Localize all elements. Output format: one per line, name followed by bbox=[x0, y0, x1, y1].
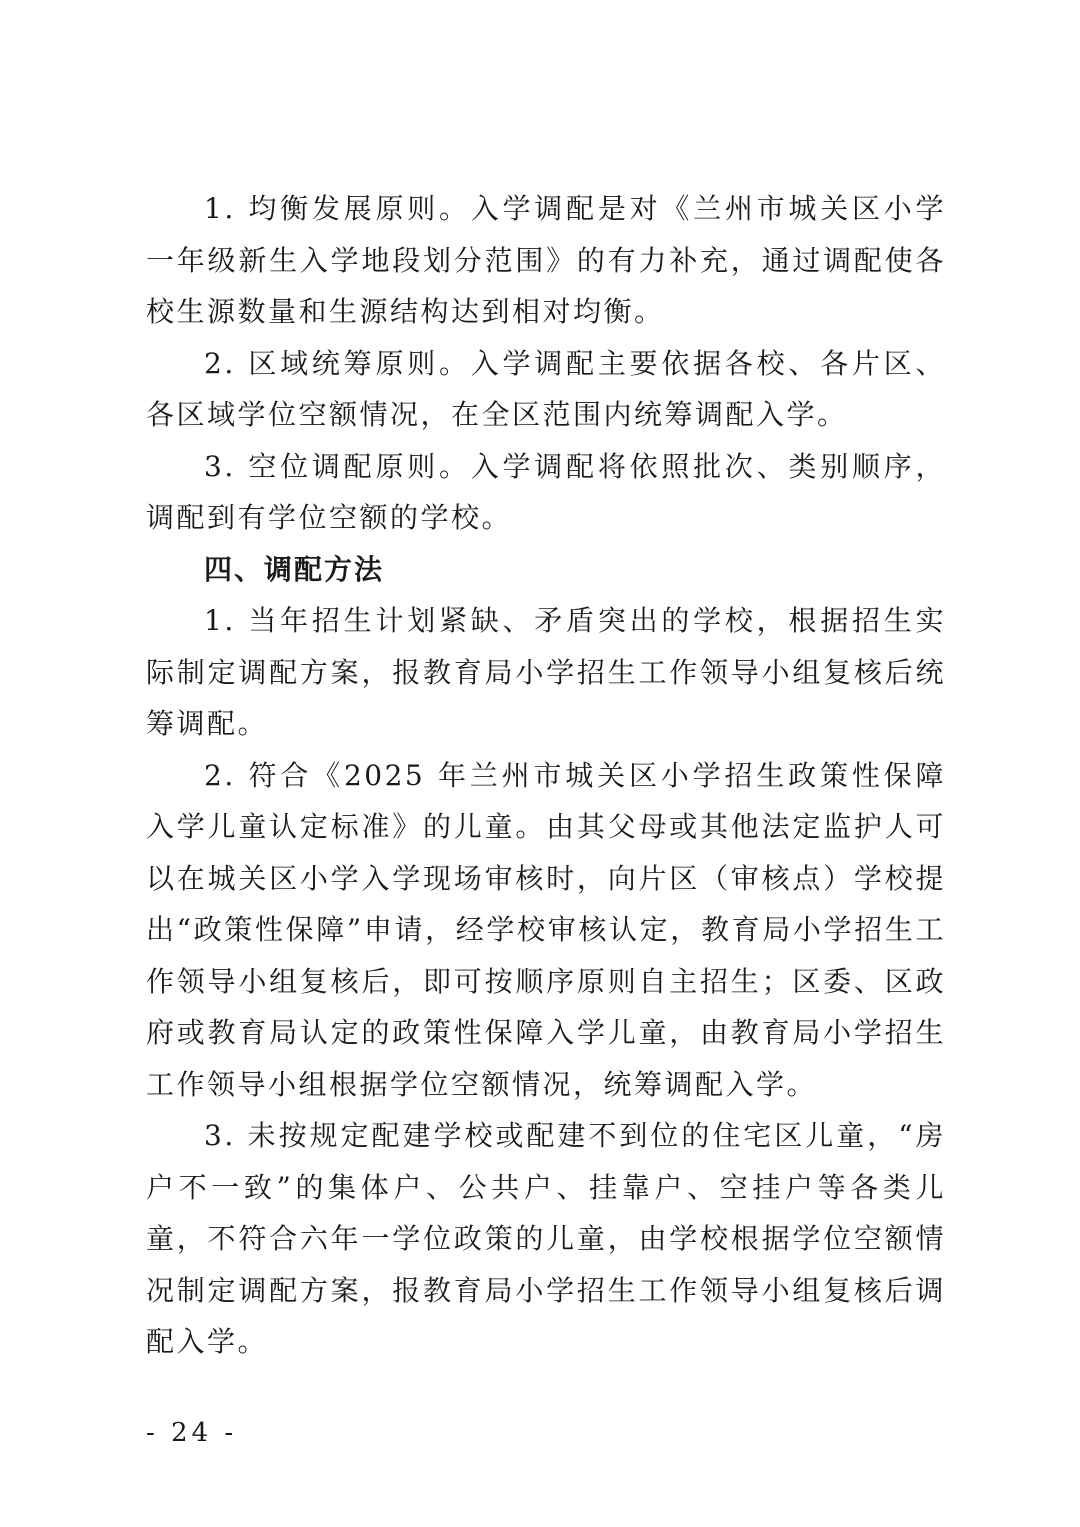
paragraph-principle-3: 3. 空位调配原则。入学调配将依照批次、类别顺序，调配到有学位空额的学校。 bbox=[146, 449, 946, 534]
paragraph-method-2: 2. 符合《2025 年兰州市城关区小学招生政策性保障入学儿童认定标准》的儿童。由其父母或其他法定监护人可以在城关区小学入学现场审核时，向片区（审核点）学校提出“政策性保障”申请，经学校审核认定，教育局小学招生工作领导小组复核后，即可按顺序原则自主招生；区委、区政府或教育局认定的政策性保障入学儿童，由教育局小学招生工作领导小组根据学位空额情况，统筹调配入学。 bbox=[146, 758, 946, 1101]
paragraph-method-3: 3. 未按规定配建学校或配建不到位的住宅区儿童，“房户不一致”的集体户、公共户、挂靠户、空挂户等各类儿童，不符合六年一学位政策的儿童，由学校根据学位空额情况制定调配方案，报教育局小学招生工作领导小组复核后调配入学。 bbox=[146, 1119, 946, 1358]
paragraph-method-1: 1. 当年招生计划紧缺、矛盾突出的学校，根据招生实际制定调配方案，报教育局小学招生工作领导小组复核后统筹调配。 bbox=[146, 604, 946, 740]
paragraph-principle-1: 1. 均衡发展原则。入学调配是对《兰州市城关区小学一年级新生入学地段划分范围》的有力补充，通过调配使各校生源数量和生源结构达到相对均衡。 bbox=[146, 192, 946, 328]
paragraph-principle-2: 2. 区域统筹原则。入学调配主要依据各校、各片区、各区域学位空额情况，在全区范围内统筹调配入学。 bbox=[146, 346, 946, 431]
section-heading-allocation-methods: 四、调配方法 bbox=[204, 552, 385, 586]
document-body bbox=[146, 183, 946, 1368]
page-number: - 24 - bbox=[146, 1418, 238, 1448]
